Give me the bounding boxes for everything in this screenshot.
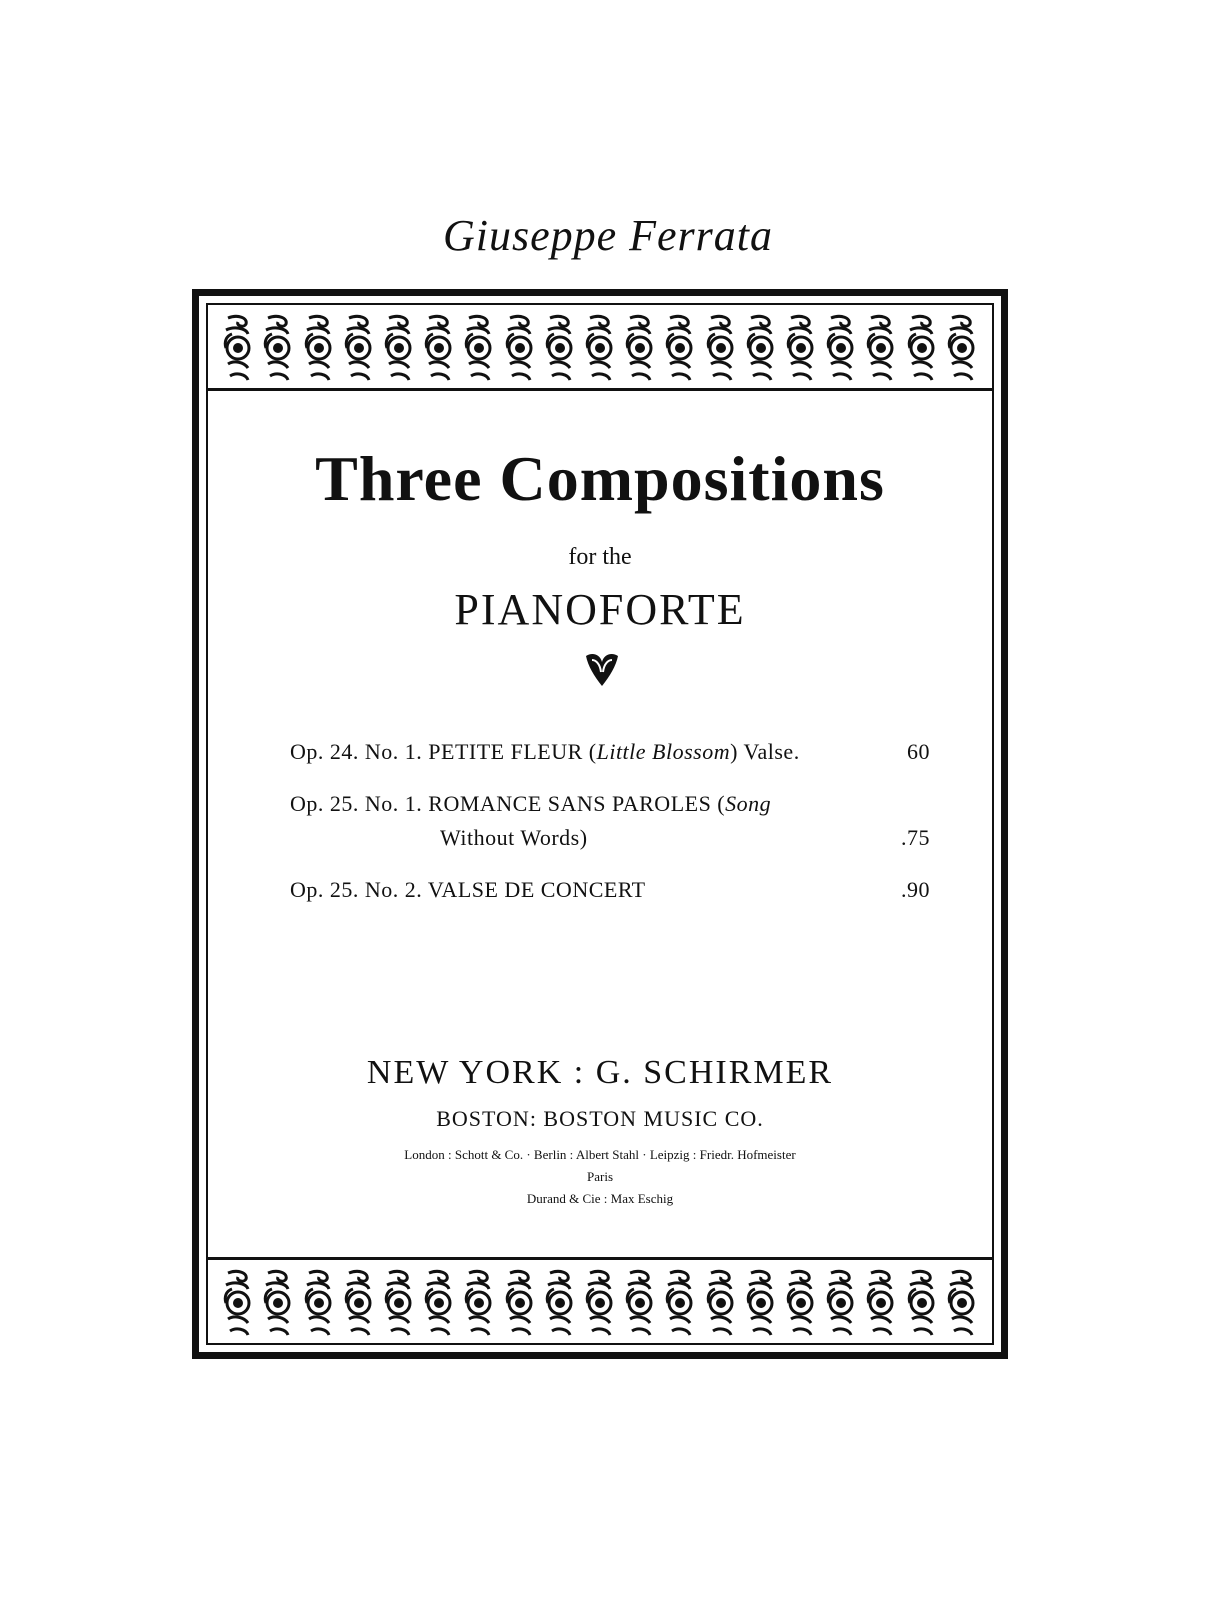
agents-line: Durand & Cie : Max Eschig bbox=[526, 1191, 674, 1206]
scroll-ornament-icon bbox=[423, 1267, 455, 1337]
scroll-ornament-icon bbox=[222, 1267, 254, 1337]
scroll-ornament-icon bbox=[383, 1267, 415, 1337]
boston-publisher: BOSTON: BOSTON MUSIC CO. bbox=[436, 1106, 764, 1131]
scroll-ornament-icon bbox=[504, 312, 536, 382]
work-item-continued bbox=[290, 825, 930, 851]
work-translation-cont: Without Words bbox=[440, 825, 580, 850]
scroll-ornament-icon bbox=[745, 1267, 777, 1337]
scroll-ornament-icon bbox=[584, 1267, 616, 1337]
for-the-label: for the bbox=[568, 544, 632, 570]
scroll-ornament-icon bbox=[664, 312, 696, 382]
scroll-ornament-icon bbox=[946, 1267, 978, 1337]
work-item bbox=[290, 791, 930, 817]
work-item bbox=[290, 877, 930, 903]
scroll-ornament-icon bbox=[705, 312, 737, 382]
scroll-ornament-icon bbox=[865, 312, 897, 382]
composer-name: Giuseppe Ferrata bbox=[442, 211, 774, 260]
work-item bbox=[290, 739, 930, 765]
work-title: Three Compositions bbox=[315, 443, 885, 514]
scroll-ornament-icon bbox=[343, 312, 375, 382]
scroll-ornament-icon bbox=[303, 312, 335, 382]
leaf-ornament-icon bbox=[582, 650, 622, 690]
ornament-band-top bbox=[208, 305, 992, 391]
work-price: .75 bbox=[901, 825, 930, 850]
scroll-ornament-icon bbox=[222, 312, 254, 382]
scroll-ornament-icon bbox=[785, 1267, 817, 1337]
scroll-ornament-icon bbox=[705, 1267, 737, 1337]
inner-frame bbox=[206, 303, 994, 1345]
scroll-ornament-icon bbox=[343, 1267, 375, 1337]
agents-block bbox=[208, 1144, 992, 1210]
scroll-ornament-icon bbox=[745, 312, 777, 382]
work-tail: ) Valse. bbox=[730, 739, 800, 764]
work-translation: Song bbox=[725, 791, 772, 816]
scroll-ornament-icon bbox=[262, 312, 294, 382]
scroll-ornament-icon bbox=[303, 1267, 335, 1337]
scroll-ornament-icon bbox=[262, 1267, 294, 1337]
scroll-ornament-icon bbox=[785, 312, 817, 382]
scroll-ornament-icon bbox=[544, 1267, 576, 1337]
work-tail: ) bbox=[579, 825, 588, 850]
ornament-band-bottom bbox=[208, 1257, 992, 1343]
agents-line: London : Schott & Co. · Berlin : Albert Stahl · Leipzig : Friedr. Hofmeister bbox=[404, 1147, 796, 1162]
scroll-ornament-icon bbox=[865, 1267, 897, 1337]
work-translation: Little Blossom bbox=[596, 739, 731, 764]
publisher-name: NEW YORK : G. SCHIRMER bbox=[366, 1054, 834, 1091]
title-frame bbox=[192, 289, 1008, 1359]
scroll-ornament-icon bbox=[906, 312, 938, 382]
scroll-ornament-icon bbox=[383, 312, 415, 382]
works-list bbox=[290, 739, 930, 929]
instrument-label: PIANOFORTE bbox=[454, 585, 746, 634]
scroll-ornament-icon bbox=[463, 312, 495, 382]
scroll-ornament-icon bbox=[946, 312, 978, 382]
scroll-ornament-icon bbox=[825, 1267, 857, 1337]
agents-line: Paris bbox=[587, 1169, 613, 1184]
work-price: .90 bbox=[901, 877, 930, 902]
frame-content bbox=[208, 394, 992, 1254]
work-price: 60 bbox=[907, 739, 930, 764]
scroll-ornament-icon bbox=[624, 1267, 656, 1337]
scroll-ornament-icon bbox=[463, 1267, 495, 1337]
scroll-ornament-icon bbox=[664, 1267, 696, 1337]
scroll-ornament-icon bbox=[906, 1267, 938, 1337]
scroll-ornament-icon bbox=[584, 312, 616, 382]
scroll-ornament-icon bbox=[423, 312, 455, 382]
work-opus: Op. 25. No. 2. VALSE DE CONCERT bbox=[290, 877, 646, 902]
work-opus: Op. 25. No. 1. ROMANCE SANS PAROLES ( bbox=[290, 791, 726, 816]
scroll-ornament-icon bbox=[544, 312, 576, 382]
scroll-ornament-icon bbox=[504, 1267, 536, 1337]
scroll-ornament-icon bbox=[624, 312, 656, 382]
scroll-ornament-icon bbox=[825, 312, 857, 382]
work-opus: Op. 24. No. 1. PETITE FLEUR ( bbox=[290, 739, 597, 764]
